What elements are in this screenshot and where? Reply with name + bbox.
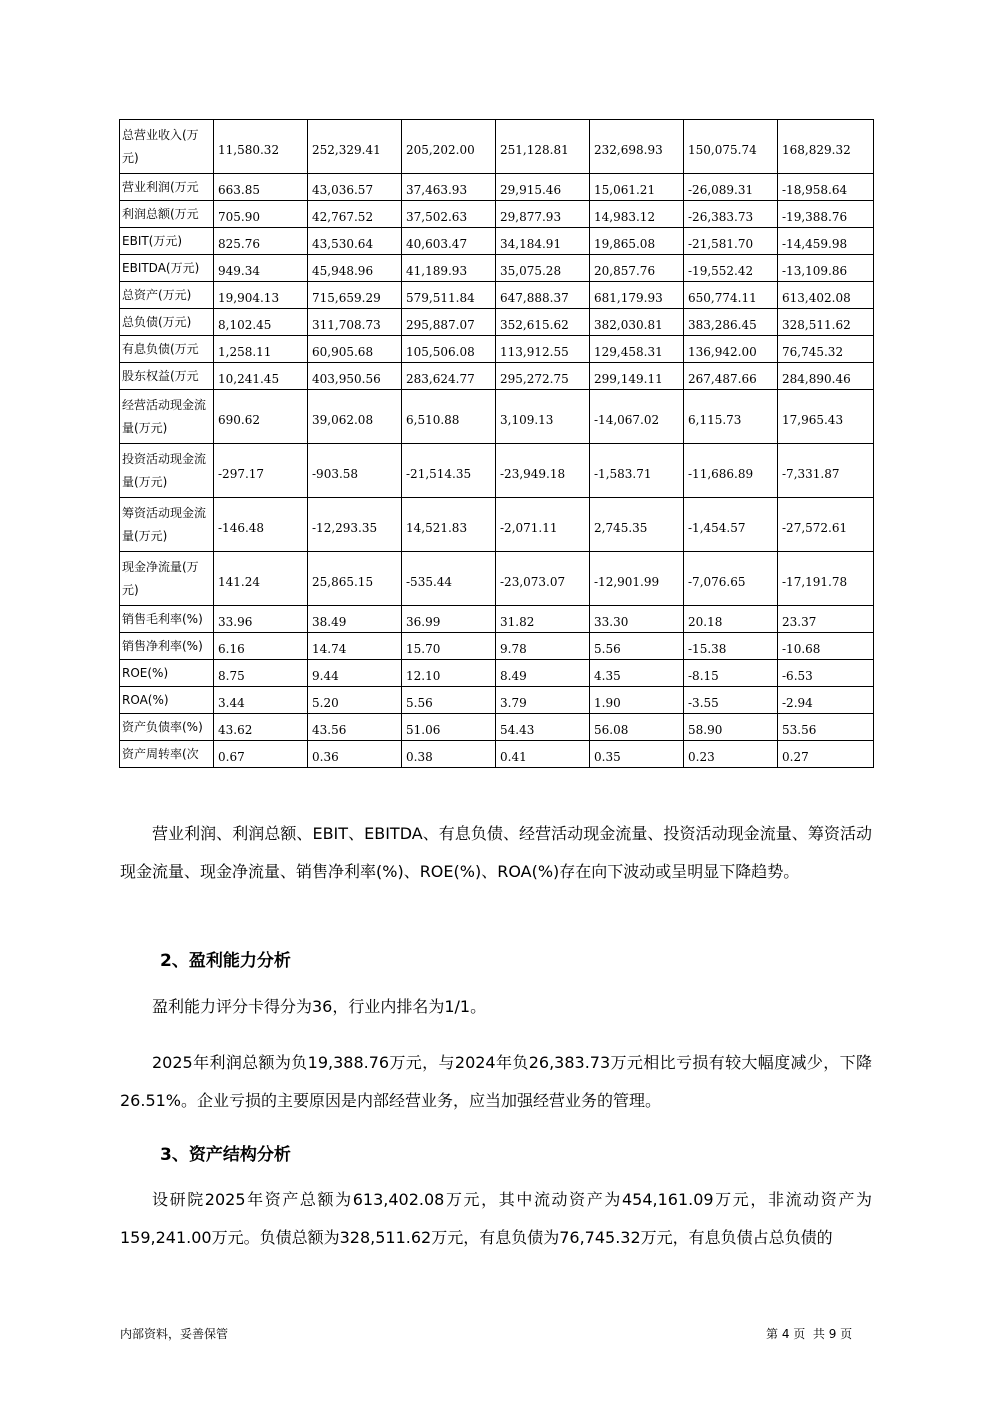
table-row xyxy=(120,336,874,363)
row-label: 资产负债率(%) xyxy=(120,714,214,741)
table-cell: 283,624.77 xyxy=(402,363,496,390)
table-cell: -17,191.78 xyxy=(778,552,874,606)
footer-confidential: 内部资料，妥善保管 xyxy=(120,1327,229,1341)
table-cell: 43.62 xyxy=(214,714,308,741)
row-label: 筹资活动现金流量(万元) xyxy=(120,498,214,552)
table-cell: 41,189.93 xyxy=(402,255,496,282)
table-cell: 36.99 xyxy=(402,606,496,633)
paragraph-score: 盈利能力评分卡得分为36，行业内排名为1/1。 xyxy=(152,997,487,1016)
table-cell: 352,615.62 xyxy=(496,309,590,336)
table-cell: 37,463.93 xyxy=(402,174,496,201)
table-cell: -19,388.76 xyxy=(778,201,874,228)
table-cell: 43,530.64 xyxy=(308,228,402,255)
table-row xyxy=(120,552,874,606)
table-cell: 53.56 xyxy=(778,714,874,741)
table-row xyxy=(120,444,874,498)
table-cell: 663.85 xyxy=(214,174,308,201)
row-label: 总负债(万元) xyxy=(120,309,214,336)
summary-paragraph xyxy=(120,815,872,891)
table-cell: -26,383.73 xyxy=(684,201,778,228)
financial-data-table xyxy=(119,119,874,768)
table-cell: 58.90 xyxy=(684,714,778,741)
table-cell: 43,036.57 xyxy=(308,174,402,201)
row-label: 股东权益(万元 xyxy=(120,363,214,390)
table-cell: 19,904.13 xyxy=(214,282,308,309)
table-row xyxy=(120,309,874,336)
table-cell: 105,506.08 xyxy=(402,336,496,363)
table-cell: -903.58 xyxy=(308,444,402,498)
table-cell: 15.70 xyxy=(402,633,496,660)
table-cell: -12,293.35 xyxy=(308,498,402,552)
table-row xyxy=(120,714,874,741)
row-label: 现金净流量(万元) xyxy=(120,552,214,606)
table-cell: 2,745.35 xyxy=(590,498,684,552)
table-cell: 10,241.45 xyxy=(214,363,308,390)
table-cell: 11,580.32 xyxy=(214,120,308,174)
table-cell: -11,686.89 xyxy=(684,444,778,498)
table-cell: 29,915.46 xyxy=(496,174,590,201)
row-label: 销售毛利率(%) xyxy=(120,606,214,633)
table-cell: 0.23 xyxy=(684,741,778,768)
table-cell: 295,887.07 xyxy=(402,309,496,336)
table-cell: 647,888.37 xyxy=(496,282,590,309)
paragraph-trend: 营业利润、利润总额、EBIT、EBITDA、有息负债、经营活动现金流量、投资活动现金流量、筹资活动现金流量、现金净流量、销售净利率(%)、ROE(%)、ROA(%)存在向下波动或呈明显下降趋势。 xyxy=(120,824,872,881)
table-cell: 14,983.12 xyxy=(590,201,684,228)
table-cell: 15,061.21 xyxy=(590,174,684,201)
table-cell: 45,948.96 xyxy=(308,255,402,282)
row-label: 总资产(万元) xyxy=(120,282,214,309)
table-row xyxy=(120,741,874,768)
table-cell: 251,128.81 xyxy=(496,120,590,174)
table-cell: -15.38 xyxy=(684,633,778,660)
table-cell: 1.90 xyxy=(590,687,684,714)
table-row xyxy=(120,120,874,174)
table-cell: 31.82 xyxy=(496,606,590,633)
table-cell: 0.67 xyxy=(214,741,308,768)
table-cell: 141.24 xyxy=(214,552,308,606)
table-cell: 17,965.43 xyxy=(778,390,874,444)
table-cell: -3.55 xyxy=(684,687,778,714)
table-row xyxy=(120,363,874,390)
section-heading-asset-structure: 3、资产结构分析 xyxy=(160,1145,291,1165)
table-cell: -10.68 xyxy=(778,633,874,660)
table-cell: 328,511.62 xyxy=(778,309,874,336)
section-heading-profitability: 2、盈利能力分析 xyxy=(160,951,291,971)
table-cell: 14,521.83 xyxy=(402,498,496,552)
table-cell: 705.90 xyxy=(214,201,308,228)
table-cell: 129,458.31 xyxy=(590,336,684,363)
table-cell: 1,258.11 xyxy=(214,336,308,363)
table-cell: 35,075.28 xyxy=(496,255,590,282)
row-label: 销售净利率(%) xyxy=(120,633,214,660)
table-cell: 168,829.32 xyxy=(778,120,874,174)
table-cell: -23,949.18 xyxy=(496,444,590,498)
table-cell: -7,331.87 xyxy=(778,444,874,498)
row-label: ROE(%) xyxy=(120,660,214,687)
table-cell: 20,857.76 xyxy=(590,255,684,282)
table-row xyxy=(120,255,874,282)
table-cell: 8,102.45 xyxy=(214,309,308,336)
table-cell: 681,179.93 xyxy=(590,282,684,309)
row-label: 总营业收入(万元) xyxy=(120,120,214,174)
table-cell: 311,708.73 xyxy=(308,309,402,336)
table-cell: -13,109.86 xyxy=(778,255,874,282)
row-label: 经营活动现金流量(万元) xyxy=(120,390,214,444)
table-cell: 40,603.47 xyxy=(402,228,496,255)
table-cell: 37,502.63 xyxy=(402,201,496,228)
table-cell: 0.35 xyxy=(590,741,684,768)
asset-structure-paragraph xyxy=(120,1181,872,1257)
table-cell: -297.17 xyxy=(214,444,308,498)
table-cell: 150,075.74 xyxy=(684,120,778,174)
table-cell: -2,071.11 xyxy=(496,498,590,552)
table-cell: 60,905.68 xyxy=(308,336,402,363)
table-cell: 650,774.11 xyxy=(684,282,778,309)
table-cell: -6.53 xyxy=(778,660,874,687)
table-cell: 19,865.08 xyxy=(590,228,684,255)
table-row xyxy=(120,633,874,660)
table-row xyxy=(120,174,874,201)
table-cell: -23,073.07 xyxy=(496,552,590,606)
table-cell: -8.15 xyxy=(684,660,778,687)
table-cell: -1,583.71 xyxy=(590,444,684,498)
row-label: 利润总额(万元 xyxy=(120,201,214,228)
table-cell: -12,901.99 xyxy=(590,552,684,606)
table-cell: 382,030.81 xyxy=(590,309,684,336)
table-cell: 0.41 xyxy=(496,741,590,768)
paragraph-assets: 设研院2025年资产总额为613,402.08万元，其中流动资产为454,161.09万元，非流动资产为159,241.00万元。负债总额为328,511.62万元，有息负债为76,745.32万元，有息负债占总负债的 xyxy=(120,1190,872,1247)
table-cell: 3.79 xyxy=(496,687,590,714)
table-cell: -18,958.64 xyxy=(778,174,874,201)
table-cell: 113,912.55 xyxy=(496,336,590,363)
table-cell: 0.27 xyxy=(778,741,874,768)
table-cell: 39,062.08 xyxy=(308,390,402,444)
table-cell: -2.94 xyxy=(778,687,874,714)
row-label: 营业利润(万元 xyxy=(120,174,214,201)
table-cell: -14,459.98 xyxy=(778,228,874,255)
table-cell: 25,865.15 xyxy=(308,552,402,606)
table-row xyxy=(120,498,874,552)
table-cell: 205,202.00 xyxy=(402,120,496,174)
table-cell: 3,109.13 xyxy=(496,390,590,444)
table-cell: 0.36 xyxy=(308,741,402,768)
table-cell: 76,745.32 xyxy=(778,336,874,363)
table-cell: 33.30 xyxy=(590,606,684,633)
table-cell: 38.49 xyxy=(308,606,402,633)
table-cell: 0.38 xyxy=(402,741,496,768)
table-cell: 14.74 xyxy=(308,633,402,660)
table-cell: -146.48 xyxy=(214,498,308,552)
table-cell: 6.16 xyxy=(214,633,308,660)
row-label: ROA(%) xyxy=(120,687,214,714)
profitability-score-paragraph xyxy=(120,988,872,1026)
table-cell: -27,572.61 xyxy=(778,498,874,552)
table-row xyxy=(120,606,874,633)
table-cell: 383,286.45 xyxy=(684,309,778,336)
table-cell: 715,659.29 xyxy=(308,282,402,309)
table-cell: 9.44 xyxy=(308,660,402,687)
table-row xyxy=(120,687,874,714)
table-cell: -1,454.57 xyxy=(684,498,778,552)
profit-change-paragraph xyxy=(120,1044,872,1120)
paragraph-profit-change: 2025年利润总额为负19,388.76万元，与2024年负26,383.73万元相比亏损有较大幅度减少，下降26.51%。企业亏损的主要原因是内部经营业务，应当加强经营业务的管理。 xyxy=(120,1053,872,1110)
table-cell: 8.49 xyxy=(496,660,590,687)
table-cell: 43.56 xyxy=(308,714,402,741)
table-row xyxy=(120,201,874,228)
table-cell: 284,890.46 xyxy=(778,363,874,390)
footer-page-number: 第 4 页 共 9 页 xyxy=(766,1327,853,1341)
table-cell: -535.44 xyxy=(402,552,496,606)
table-cell: 56.08 xyxy=(590,714,684,741)
table-cell: -21,514.35 xyxy=(402,444,496,498)
table-cell: 232,698.93 xyxy=(590,120,684,174)
table-cell: 295,272.75 xyxy=(496,363,590,390)
table-row xyxy=(120,390,874,444)
table-cell: -21,581.70 xyxy=(684,228,778,255)
table-cell: 51.06 xyxy=(402,714,496,741)
table-cell: 5.20 xyxy=(308,687,402,714)
table-cell: 9.78 xyxy=(496,633,590,660)
table-cell: 20.18 xyxy=(684,606,778,633)
table-cell: 579,511.84 xyxy=(402,282,496,309)
table-cell: 267,487.66 xyxy=(684,363,778,390)
table-cell: 690.62 xyxy=(214,390,308,444)
table-cell: 34,184.91 xyxy=(496,228,590,255)
table-cell: 4.35 xyxy=(590,660,684,687)
row-label: 投资活动现金流量(万元) xyxy=(120,444,214,498)
row-label: EBIT(万元) xyxy=(120,228,214,255)
table-cell: 42,767.52 xyxy=(308,201,402,228)
table-cell: 825.76 xyxy=(214,228,308,255)
table-cell: 5.56 xyxy=(590,633,684,660)
row-label: EBITDA(万元) xyxy=(120,255,214,282)
table-cell: -26,089.31 xyxy=(684,174,778,201)
table-cell: 23.37 xyxy=(778,606,874,633)
table-cell: 29,877.93 xyxy=(496,201,590,228)
table-cell: -14,067.02 xyxy=(590,390,684,444)
table-cell: 403,950.56 xyxy=(308,363,402,390)
table-cell: 949.34 xyxy=(214,255,308,282)
row-label: 资产周转率(次 xyxy=(120,741,214,768)
table-cell: 136,942.00 xyxy=(684,336,778,363)
table-cell: 613,402.08 xyxy=(778,282,874,309)
table-row xyxy=(120,228,874,255)
table-cell: -7,076.65 xyxy=(684,552,778,606)
table-cell: 6,115.73 xyxy=(684,390,778,444)
table-cell: 299,149.11 xyxy=(590,363,684,390)
table-cell: -19,552.42 xyxy=(684,255,778,282)
table-cell: 5.56 xyxy=(402,687,496,714)
table-row xyxy=(120,660,874,687)
table-cell: 8.75 xyxy=(214,660,308,687)
table-row xyxy=(120,282,874,309)
table-cell: 6,510.88 xyxy=(402,390,496,444)
table-cell: 54.43 xyxy=(496,714,590,741)
table-cell: 33.96 xyxy=(214,606,308,633)
row-label: 有息负债(万元 xyxy=(120,336,214,363)
table-cell: 12.10 xyxy=(402,660,496,687)
table-cell: 252,329.41 xyxy=(308,120,402,174)
table-cell: 3.44 xyxy=(214,687,308,714)
